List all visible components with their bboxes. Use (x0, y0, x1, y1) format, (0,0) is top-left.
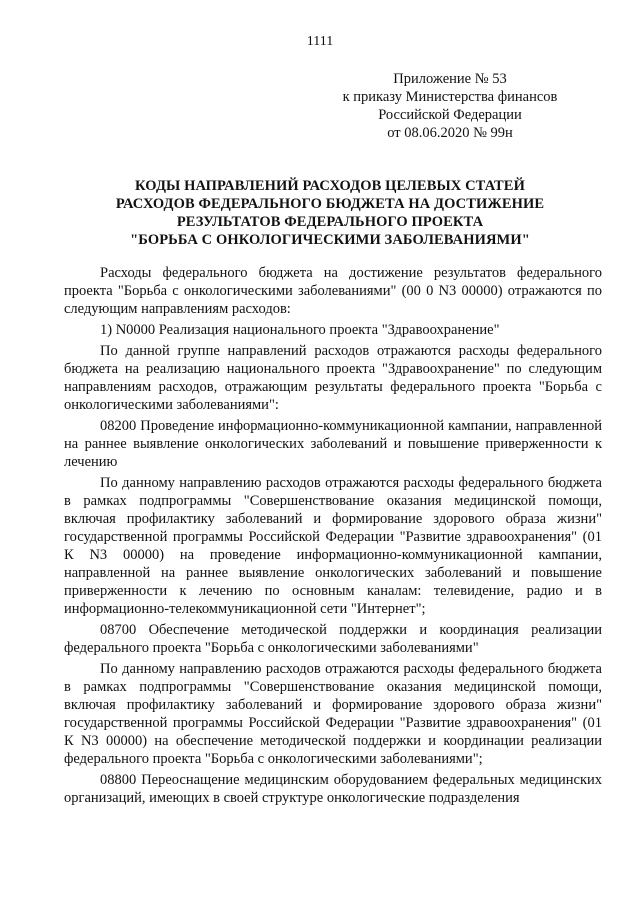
paragraph: 1) N0000 Реализация национального проекта "Здравоохранение" (100, 322, 500, 338)
appendix-line: к приказу Министерства финансов (342, 89, 558, 105)
appendix-line: Приложение № 53 (393, 71, 507, 87)
title-line: РАСХОДОВ ФЕДЕРАЛЬНОГО БЮДЖЕТА НА ДОСТИЖЕНИЕ (115, 196, 545, 212)
appendix-header (330, 70, 570, 142)
paragraph: По данному направлению расходов отражаются расходы федерального бюджета в рамках подпрограммы "Совершенствование оказания медицинской помощи, включая профилактику заболеваний и формирование здорового образа жизни" государственной программы Российской Федерации "Развитие здравоохранения" (01 К N3 00000) на обеспечение методической поддержки и координации реализации федерального проекта "Борьба с онкологическими заболеваниями"; (64, 661, 602, 767)
title-line: КОДЫ НАПРАВЛЕНИЙ РАСХОДОВ ЦЕЛЕВЫХ СТАТЕЙ (135, 178, 525, 194)
document-title (60, 177, 600, 249)
appendix-line: от 08.06.2020 № 99н (387, 125, 513, 141)
document-body (64, 264, 602, 807)
title-line: РЕЗУЛЬТАТОВ ФЕДЕРАЛЬНОГО ПРОЕКТА (176, 214, 484, 230)
title-line: "БОРЬБА С ОНКОЛОГИЧЕСКИМИ ЗАБОЛЕВАНИЯМИ" (130, 232, 530, 248)
paragraph: 08200 Проведение информационно-коммуникационной кампании, направленной на раннее выявление онкологических заболеваний и повышение приверженности к лечению (64, 418, 602, 470)
page-number: 1111 (306, 34, 334, 49)
paragraph: Расходы федерального бюджета на достижение результатов федерального проекта "Борьба с онкологическими заболеваниями" (00 0 N3 00000) отражаются по следующим направлениям расходов: (64, 265, 602, 317)
paragraph: По данной группе направлений расходов отражаются расходы федерального бюджета на реализацию национального проекта "Здравоохранение" по следующим направлениям расходов, отражающим результаты федерального проекта "Борьба с онкологическими заболеваниями": (64, 343, 602, 413)
paragraph: По данному направлению расходов отражаются расходы федерального бюджета в рамках подпрограммы "Совершенствование оказания медицинской помощи, включая профилактику заболеваний и формирование здорового образа жизни" государственной программы Российской Федерации "Развитие здравоохранения" (01 К N3 00000) на проведение информационно-коммуникационной кампании, направленной на раннее выявление онкологических заболеваний и повышение приверженности к лечению по основным каналам: телевидение, радио и в информационно-телекоммуникационной сети "Интернет"; (64, 475, 602, 617)
paragraph: 08800 Переоснащение медицинским оборудованием федеральных медицинских организаций, имеющих в своей структуре онкологические подразделения (64, 772, 602, 806)
appendix-line: Российской Федерации (378, 107, 522, 123)
paragraph: 08700 Обеспечение методической поддержки и координация реализации федерального проекта "Борьба с онкологическими заболеваниями" (64, 622, 602, 656)
